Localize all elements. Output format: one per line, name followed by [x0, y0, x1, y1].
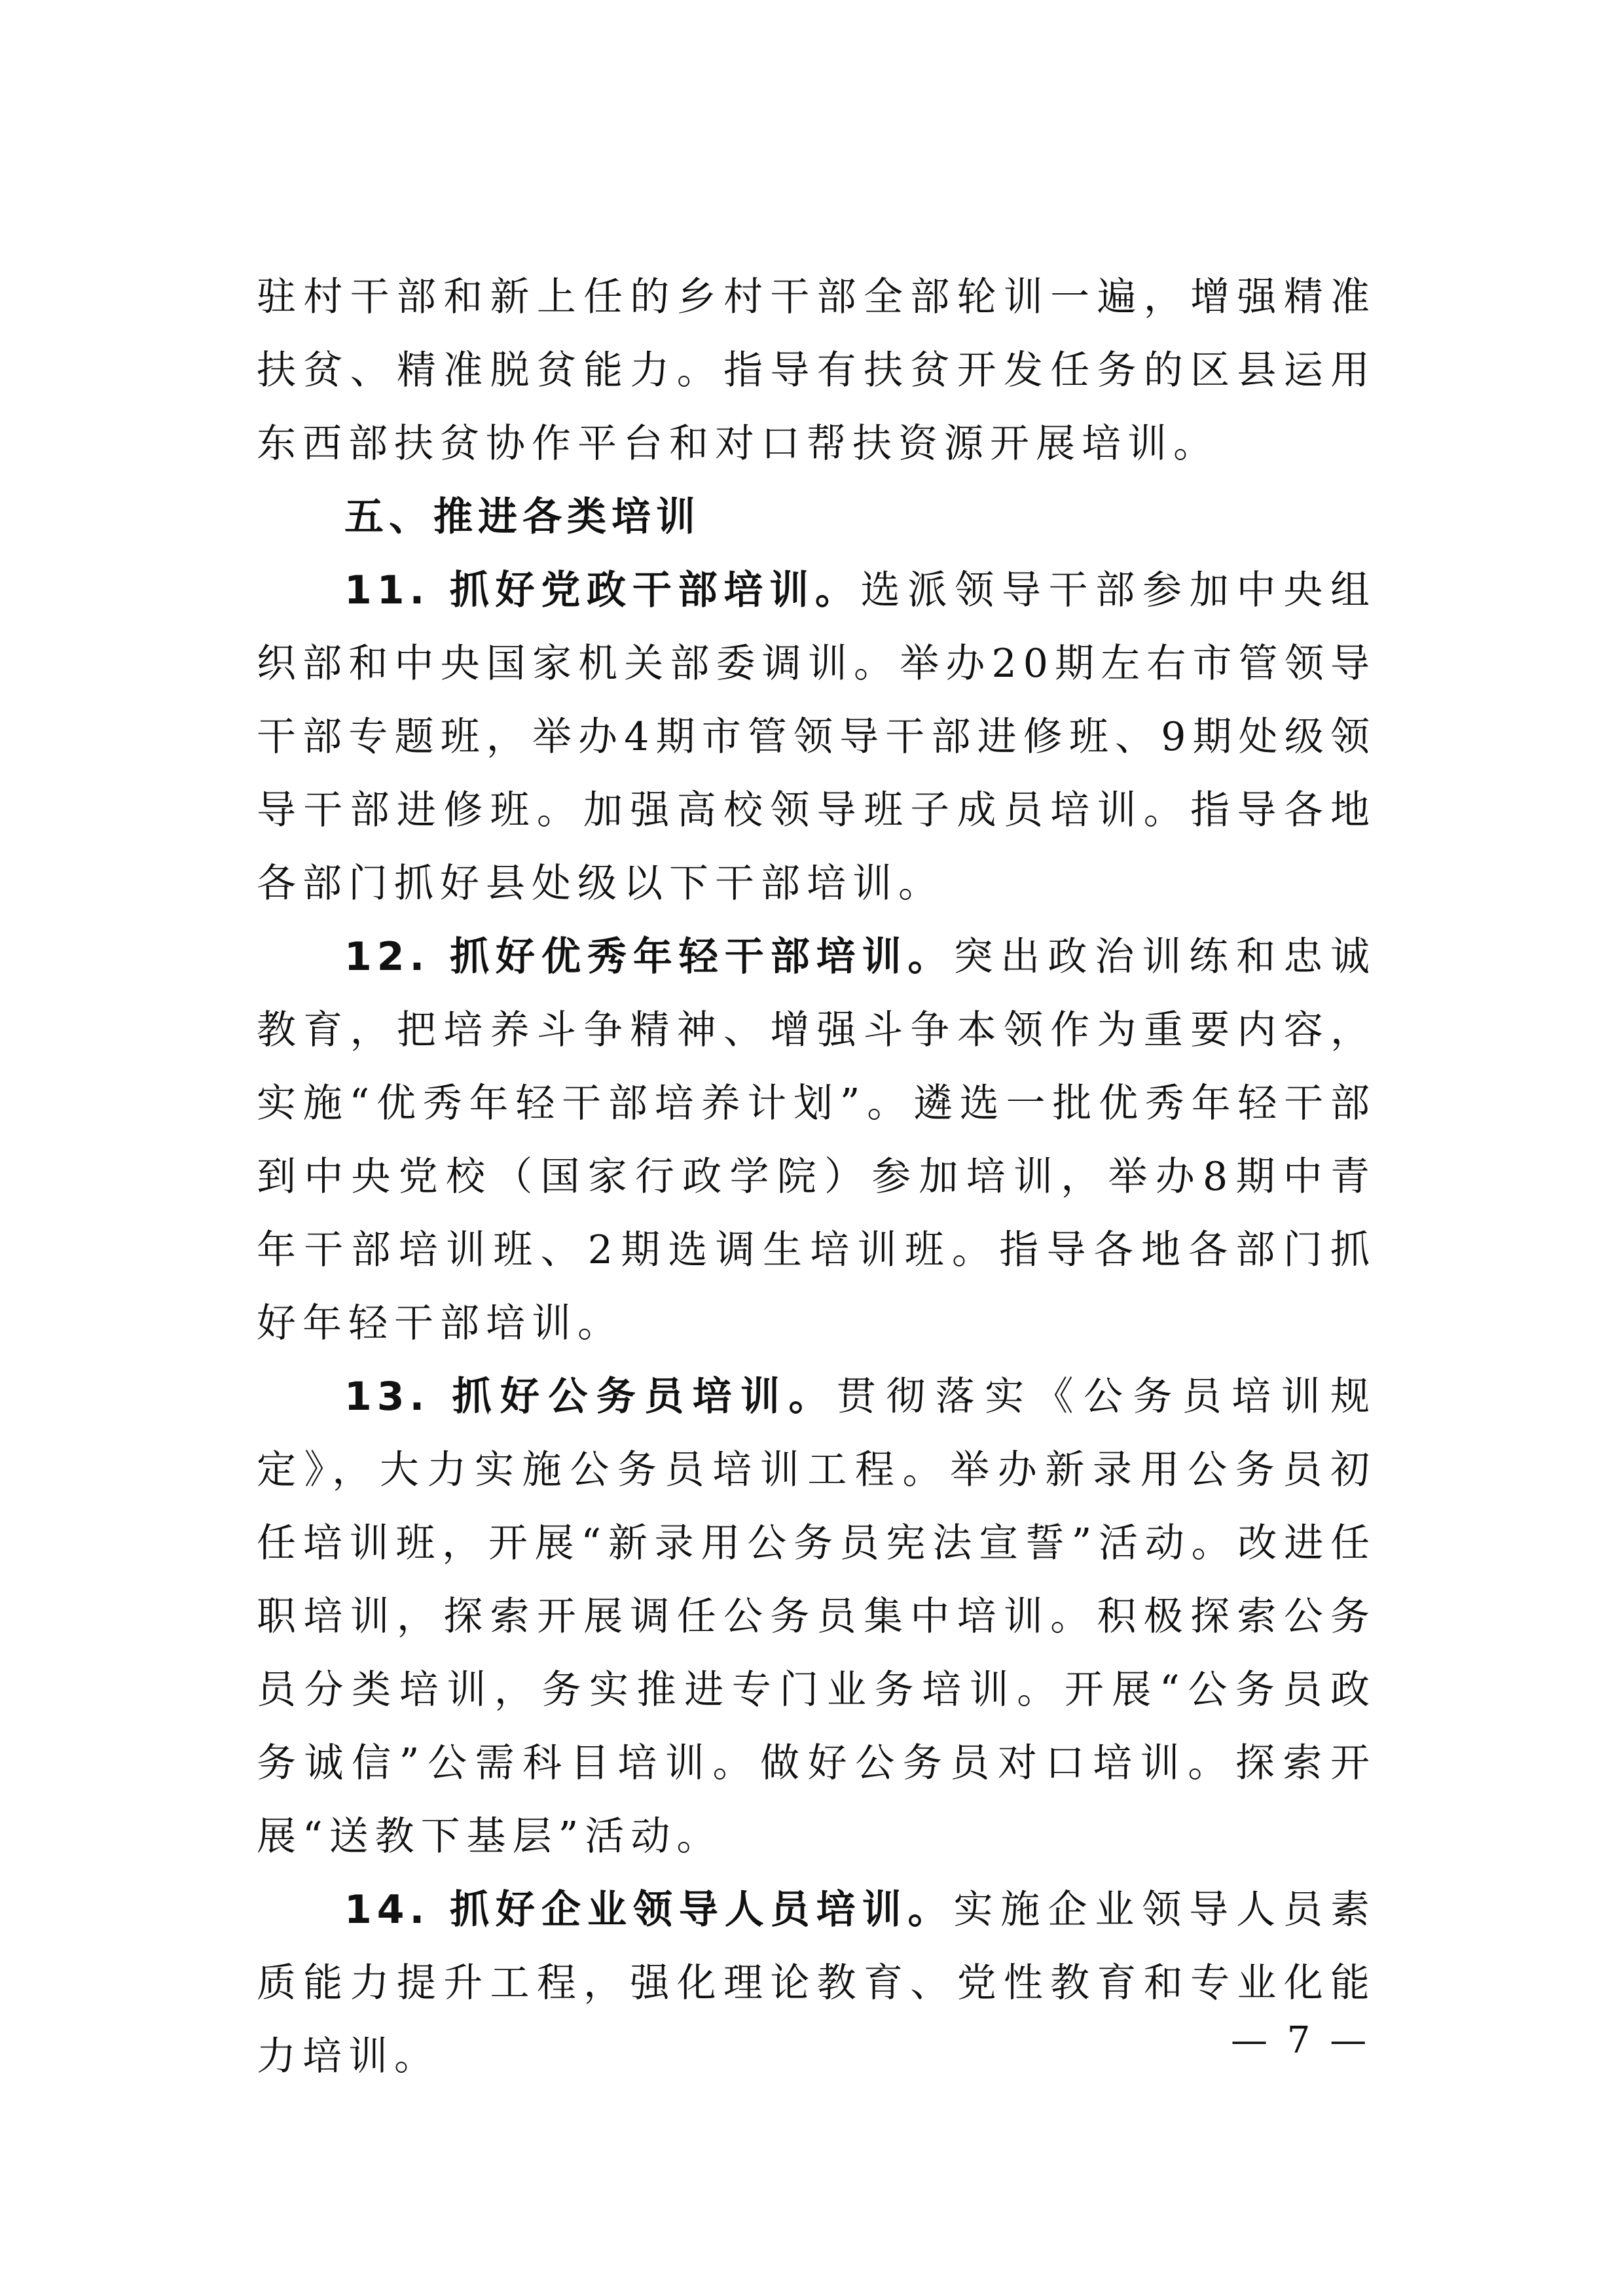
- item-body-14: 实施企业领导人员素质能力提升工程，强化理论教育、党性教育和专业化能力培训。: [257, 1887, 1376, 2079]
- item-title-11: 11. 抓好党政干部培训。: [344, 567, 861, 613]
- continuation-paragraph: 驻村干部和新上任的乡村干部全部轮训一遍，增强精准扶贫、精准脱贫能力。指导有扶贫开发任务的区县运用东西部扶贫协作平台和对口帮扶资源开展培训。: [257, 274, 1376, 467]
- page-number: — 7 —: [1231, 2019, 1371, 2062]
- item-body-11: 选派领导干部参加中央组织部和中央国家机关部委调训。举办20期左右市管领导干部专题班，举办4期市管领导干部进修班、9期处级领导干部进修班。加强高校领导班子成员培训。指导各地各部门抓好县处级以下干部培训。: [257, 567, 1376, 906]
- item-paragraph-12: [257, 920, 1376, 1360]
- item-title-13: 13. 抓好公务员培训。: [344, 1374, 837, 1420]
- section-heading: 五、推进各类培训: [344, 494, 701, 540]
- item-title-14: 14. 抓好企业领导人员培训。: [344, 1887, 954, 1933]
- item-paragraph-11: [257, 554, 1376, 920]
- document-body: [257, 260, 1376, 2093]
- item-body-12: 突出政治训练和忠诚教育，把培养斗争精神、增强斗争本领作为重要内容，实施“优秀年轻干部培养计划”。遴选一批优秀年轻干部到中央党校（国家行政学院）参加培训，举办8期中青年干部培训班、2期选调生培训班。指导各地各部门抓好年轻干部培训。: [257, 934, 1376, 1346]
- item-body-13: 贯彻落实《公务员培训规定》，大力实施公务员培训工程。举办新录用公务员初任培训班，开展“新录用公务员宪法宣誓”活动。改进任职培训，探索开展调任公务员集中培训。积极探索公务员分类培训，务实推进专门业务培训。开展“公务员政务诚信”公需科目培训。做好公务员对口培训。探索开展“送教下基层”活动。: [257, 1374, 1377, 1859]
- item-paragraph-13: [257, 1360, 1376, 1873]
- item-title-12: 12. 抓好优秀年轻干部培训。: [344, 934, 954, 980]
- item-paragraph-14: [257, 1873, 1376, 2093]
